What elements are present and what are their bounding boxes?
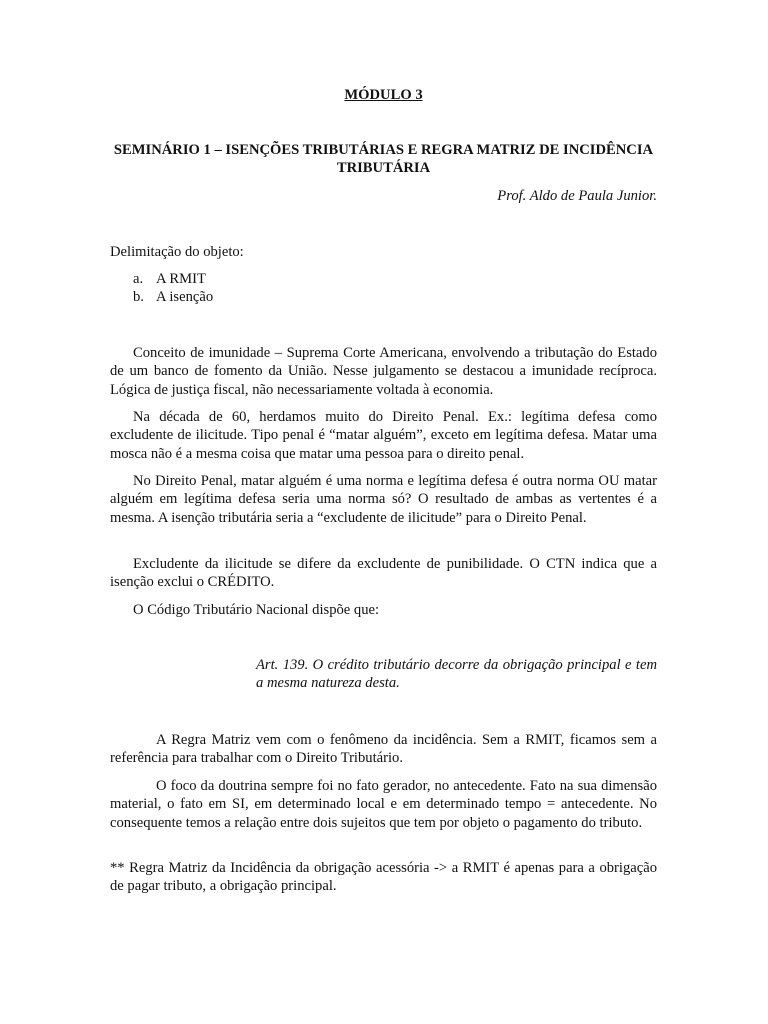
law-quote: Art. 139. O crédito tributário decorre da obrigação principal e tem a mesma natureza desta. bbox=[256, 657, 657, 692]
paragraph-norma: No Direito Penal, matar alguém é uma norma e legítima defesa é outra norma OU matar alguém em legítima defesa seria uma norma só? O resultado de ambas as vertentes é a mesma. A isenção tributária seria a “excludente de ilicitude” para o Direito Penal. bbox=[110, 473, 657, 526]
paragraph-direito-penal: Na década de 60, herdamos muito do Direito Penal. Ex.: legítima defesa como excludente de ilicitude. Tipo penal é “matar alguém”, exceto em legítima defesa. Matar uma mosca não é a mesma coisa que matar uma pessoa para o direito penal. bbox=[110, 409, 657, 462]
paragraph-ctn-intro: O Código Tributário Nacional dispõe que: bbox=[133, 602, 380, 618]
module-title: MÓDULO 3 bbox=[344, 87, 423, 103]
paragraph-foco-doutrina: O foco da doutrina sempre foi no fato gerador, no antecedente. Fato na sua dimensão material, o fato em SI, em determinado local e em determinado tempo = antecedente. No consequente temos a relação entre dois sujeitos que tem por objeto o pagamento do tributo. bbox=[110, 778, 657, 831]
list-item bbox=[110, 270, 213, 288]
seminar-title: SEMINÁRIO 1 – ISENÇÕES TRIBUTÁRIAS E REGRA MATRIZ DE INCIDÊNCIA TRIBUTÁRIA bbox=[113, 142, 654, 177]
list-marker: a. bbox=[133, 271, 144, 287]
list-item-text: A RMIT bbox=[156, 271, 206, 287]
object-label: Delimitação do objeto: bbox=[110, 244, 244, 260]
paragraph-excludente: Excludente da ilicitude se difere da excludente de punibilidade. O CTN indica que a isenção exclui o CRÉDITO. bbox=[110, 556, 657, 591]
object-list bbox=[110, 270, 213, 307]
list-item-text: A isenção bbox=[156, 289, 214, 306]
paragraph-regra-matriz: A Regra Matriz vem com o fenômeno da incidência. Sem a RMIT, ficamos sem a referência para trabalhar com o Direito Tributário. bbox=[110, 732, 657, 767]
list-item bbox=[110, 288, 213, 306]
list-marker: b. bbox=[133, 289, 144, 306]
author-line: Prof. Aldo de Paula Junior. bbox=[497, 188, 657, 204]
paragraph-obrigacao-acessoria: ** Regra Matriz da Incidência da obrigação acessória -> a RMIT é apenas para a obrigação de pagar tributo, a obrigação principal. bbox=[110, 860, 657, 895]
paragraph-imunidade: Conceito de imunidade – Suprema Corte Americana, envolvendo a tributação do Estado de um banco de fomento da União. Nesse julgamento se destacou a imunidade recíproca. Lógica de justiça fiscal, não necessariamente voltada à economia. bbox=[110, 345, 657, 398]
